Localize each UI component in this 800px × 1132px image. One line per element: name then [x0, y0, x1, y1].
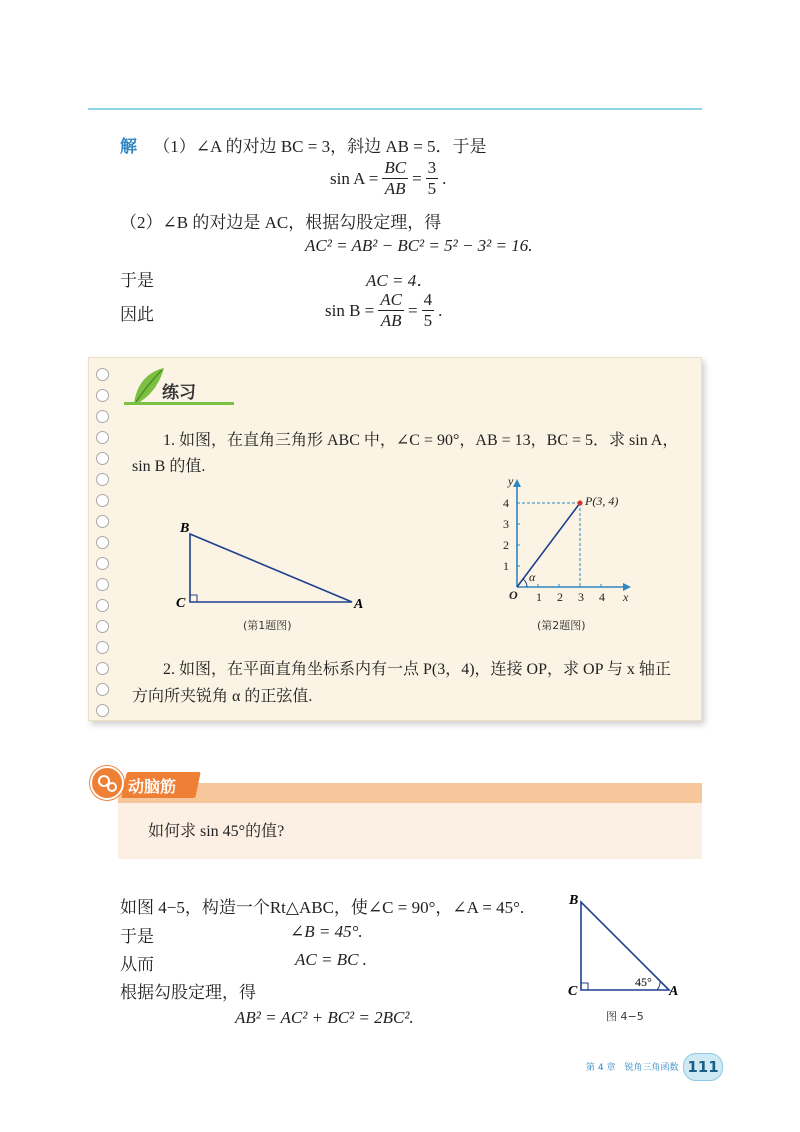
binder-ring: [96, 473, 109, 486]
sinA-period: .: [442, 168, 447, 188]
part2-equation: AC² = AB² − BC² = 5² − 3² = 16.: [305, 236, 533, 255]
fig45-angle-label: 45°: [635, 975, 652, 989]
y-tick-label: 3: [503, 517, 509, 531]
sinA-numerator: BC: [384, 158, 407, 177]
sinA-left: sin A =: [330, 168, 379, 188]
part2-intro: （2）∠B 的对边是 AC，根据勾股定理，得: [120, 213, 442, 232]
q2-line2: 方向所夹锐角 α 的正弦值.: [132, 688, 313, 705]
sinB-equals: =: [408, 300, 418, 320]
sinA-equals: =: [412, 168, 422, 188]
construction-line1: 如图 4−5，构造一个Rt△ABC，使∠C = 90°，∠A = 45°.: [120, 898, 525, 917]
construction-yushi: 于是: [120, 927, 154, 946]
y-tick-label: 4: [503, 496, 509, 510]
binder-ring: [96, 536, 109, 549]
binder-ring: [96, 641, 109, 654]
q1-line1: 1. 如图，在直角三角形 ABC 中，∠C = 90°，AB = 13，BC = 5．求 sin A，: [163, 432, 679, 449]
sinB-numerator: AC: [380, 290, 402, 309]
thinking-question: 如何求 sin 45°的值?: [148, 823, 285, 840]
solution-label: 解: [120, 137, 137, 157]
q2-line1: 2. 如图，在平面直角坐标系内有一点 P(3，4)，连接 OP，求 OP 与 x 轴正: [163, 661, 671, 678]
triangle-abc: [190, 534, 352, 602]
x-axis-label: x: [623, 590, 629, 604]
binder-ring: [96, 704, 109, 717]
fig1-triangle: [170, 520, 370, 620]
fig2-coordinate-plot: [495, 475, 645, 610]
x-tick-label: 3: [578, 590, 584, 604]
sinB-value-fraction: [422, 290, 435, 331]
sinB-left: sin B =: [325, 300, 375, 320]
alpha-label: α: [529, 570, 536, 584]
sinA-value-numerator: 3: [427, 158, 437, 177]
y-axis-arrow: [513, 479, 521, 487]
construction-congerr: 从而: [120, 955, 154, 974]
y-tick-label: 1: [503, 559, 509, 573]
binder-ring: [96, 683, 109, 696]
yinci-label: 因此: [120, 305, 154, 324]
gear-icon-glyph: [92, 768, 122, 798]
binder-ring: [96, 599, 109, 612]
origin-label: O: [509, 588, 518, 602]
part1-intro: （1）∠A 的对边 BC = 3，斜边 AB = 5．于是: [153, 137, 487, 156]
binder-ring: [96, 557, 109, 570]
top-rule: [88, 108, 702, 110]
point-p-label: P(3, 4): [585, 494, 619, 508]
construction-equation: AB² = AC² + BC² = 2BC².: [235, 1008, 414, 1027]
right-angle-mark: [190, 595, 197, 602]
fig4-5-triangle: [565, 892, 685, 1002]
sinB-fraction: [378, 290, 404, 331]
sinB-value-numerator: 4: [423, 290, 433, 309]
fig1-vertex-b: B: [180, 521, 190, 536]
fig1-vertex-a: A: [354, 597, 364, 612]
y-tick-label: 2: [503, 538, 509, 552]
fig4-5-caption: 图 4−5: [606, 1010, 644, 1023]
binder-ring: [96, 494, 109, 507]
page-number: 111: [683, 1053, 723, 1081]
fig1-caption: (第1题图): [243, 619, 292, 632]
segment-op: [517, 503, 580, 587]
right-angle-mark: [581, 983, 588, 990]
q1-line2: sin B 的值.: [132, 458, 206, 475]
angle-arc: [657, 981, 660, 990]
gear-icon: [90, 766, 124, 800]
binder-ring: [96, 452, 109, 465]
point-p: [578, 501, 583, 506]
construction-ac-bc: AC = BC .: [295, 950, 367, 969]
fig2-caption: (第2题图): [537, 619, 586, 632]
x-tick-label: 1: [536, 590, 542, 604]
binder-ring: [96, 515, 109, 528]
x-tick-label: 2: [557, 590, 563, 604]
sinA-fraction: [382, 158, 408, 199]
binder-ring: [96, 431, 109, 444]
sinB-formula: [325, 290, 442, 331]
sinA-denominator: AB: [384, 179, 406, 198]
practice-title: 练习: [162, 383, 196, 403]
binder-ring: [96, 620, 109, 633]
sinA-value-denominator: 5: [427, 179, 437, 198]
sinA-formula: [330, 158, 446, 199]
thinking-tag: 动脑筋: [128, 777, 177, 796]
binder-ring: [96, 410, 109, 423]
triangle-abc: [581, 902, 669, 990]
fig45-vertex-b: B: [569, 893, 579, 908]
leaf-icon: [130, 366, 166, 406]
solution-part1-line: [120, 132, 487, 157]
fig1-vertex-c: C: [176, 596, 186, 611]
chapter-footer: 第 4 章 锐角三角函数: [586, 1063, 679, 1073]
binder-ring: [96, 578, 109, 591]
binder-ring: [96, 389, 109, 402]
binder-ring: [96, 662, 109, 675]
fig45-vertex-a: A: [669, 984, 679, 999]
sinA-value-fraction: [426, 158, 439, 199]
fig45-vertex-c: C: [568, 984, 578, 999]
construction-angle-b: ∠B = 45°.: [290, 922, 363, 941]
thinking-header-bar: [118, 783, 702, 803]
ac-equation: AC = 4．: [366, 271, 434, 290]
construction-pythag: 根据勾股定理，得: [120, 983, 256, 1002]
angle-arc: [523, 579, 527, 587]
y-axis-label: y: [508, 475, 514, 488]
yushi-label: 于是: [120, 271, 154, 290]
sinB-period: .: [438, 300, 443, 320]
x-tick-label: 4: [599, 590, 605, 604]
sinB-denominator: AB: [380, 311, 402, 330]
sinB-value-denominator: 5: [423, 311, 433, 330]
binder-ring: [96, 368, 109, 381]
